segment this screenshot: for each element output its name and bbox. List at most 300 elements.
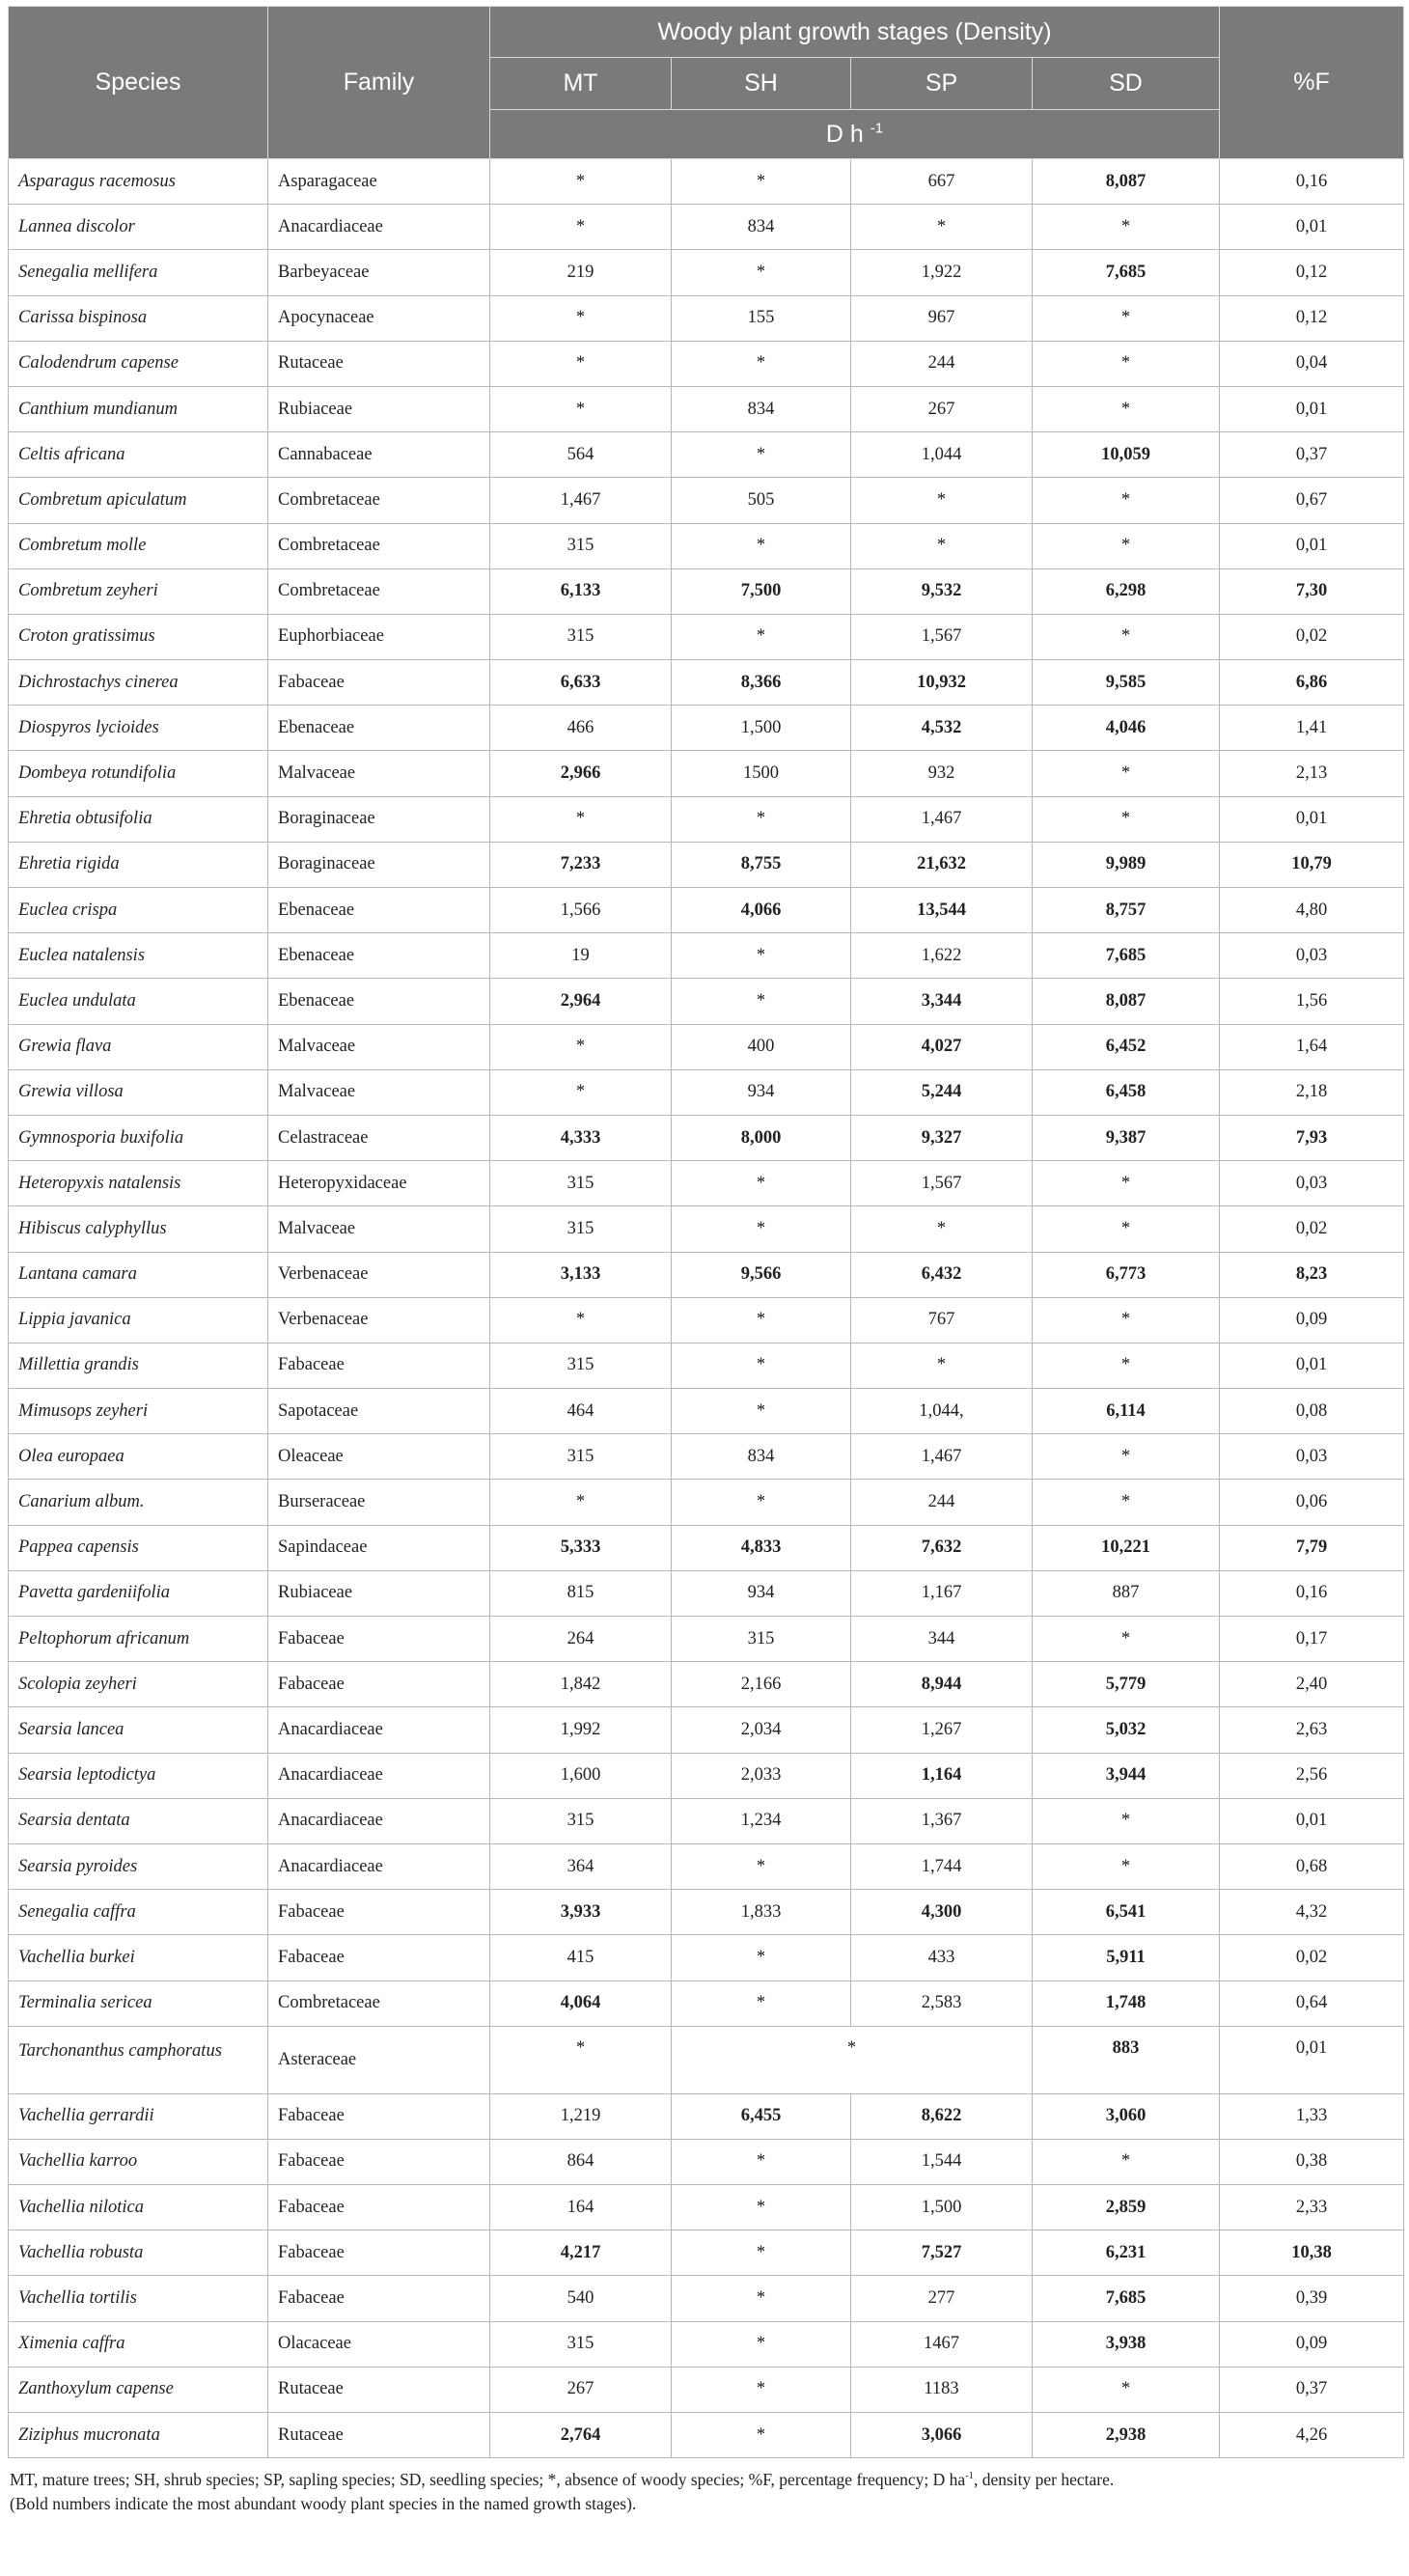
cell-sd: * <box>1033 1206 1220 1252</box>
cell-family: Fabaceae <box>268 660 490 706</box>
table-row <box>9 1707 1404 1753</box>
cell-species: Canarium album. <box>9 1480 268 1525</box>
table-body <box>9 159 1404 2458</box>
cell-sp: 2,583 <box>851 1980 1033 2026</box>
cell-species: Zanthoxylum capense <box>9 2367 268 2412</box>
cell-sp: 10,932 <box>851 660 1033 706</box>
cell-sd: * <box>1033 478 1220 523</box>
cell-mt: 4,217 <box>490 2230 672 2276</box>
table-row <box>9 1115 1404 1160</box>
cell-shsp: * <box>672 2026 1033 2093</box>
table-row <box>9 2230 1404 2276</box>
cell-family: Combretaceae <box>268 478 490 523</box>
table-row <box>9 1252 1404 1297</box>
cell-f: 1,33 <box>1220 2093 1404 2139</box>
cell-sp: 8,944 <box>851 1662 1033 1707</box>
cell-f: 0,67 <box>1220 478 1404 523</box>
table-row <box>9 2026 1404 2093</box>
cell-sh: 4,066 <box>672 888 851 933</box>
cell-f: 0,01 <box>1220 1798 1404 1843</box>
cell-sp: * <box>851 1343 1033 1388</box>
cell-sd: 10,059 <box>1033 432 1220 478</box>
cell-sp: 7,632 <box>851 1525 1033 1570</box>
cell-f: 0,16 <box>1220 1570 1404 1616</box>
table-row <box>9 386 1404 431</box>
cell-species: Senegalia mellifera <box>9 250 268 295</box>
cell-species: Combretum apiculatum <box>9 478 268 523</box>
cell-mt: 1,219 <box>490 2093 672 2139</box>
cell-f: 0,01 <box>1220 386 1404 431</box>
cell-species: Vachellia karroo <box>9 2139 268 2184</box>
cell-species: Lantana camara <box>9 1252 268 1297</box>
cell-sp: 967 <box>851 295 1033 341</box>
cell-family: Fabaceae <box>268 1662 490 1707</box>
cell-family: Apocynaceae <box>268 295 490 341</box>
cell-sd: * <box>1033 1434 1220 1480</box>
cell-mt: 564 <box>490 432 672 478</box>
table-row <box>9 614 1404 659</box>
cell-family: Anacardiaceae <box>268 1798 490 1843</box>
table-row <box>9 1161 1404 1206</box>
cell-sh: * <box>672 1389 851 1434</box>
cell-sd: * <box>1033 1343 1220 1388</box>
cell-f: 0,39 <box>1220 2276 1404 2321</box>
unit-exponent: -1 <box>870 120 884 137</box>
footnote-text-end: , density per hectare. <box>973 2470 1115 2490</box>
cell-f: 7,30 <box>1220 568 1404 614</box>
cell-sd: 9,989 <box>1033 842 1220 887</box>
cell-species: Carissa bispinosa <box>9 295 268 341</box>
cell-species: Dombeya rotundifolia <box>9 751 268 796</box>
cell-sh: * <box>672 341 851 386</box>
cell-sd: * <box>1033 295 1220 341</box>
cell-species: Croton gratissimus <box>9 614 268 659</box>
cell-sd: 6,541 <box>1033 1890 1220 1935</box>
cell-sp: 244 <box>851 1480 1033 1525</box>
cell-mt: * <box>490 2026 672 2093</box>
cell-family: Oleaceae <box>268 1434 490 1480</box>
cell-mt: 219 <box>490 250 672 295</box>
cell-sp: 5,244 <box>851 1069 1033 1115</box>
cell-sd: 6,298 <box>1033 568 1220 614</box>
cell-mt: 540 <box>490 2276 672 2321</box>
cell-mt: 7,233 <box>490 842 672 887</box>
table-row <box>9 888 1404 933</box>
cell-species: Combretum zeyheri <box>9 568 268 614</box>
cell-sp: 1,922 <box>851 250 1033 295</box>
cell-sh: 1500 <box>672 751 851 796</box>
cell-sp: 932 <box>851 751 1033 796</box>
cell-sp: 3,066 <box>851 2413 1033 2458</box>
cell-sh: 8,755 <box>672 842 851 887</box>
cell-mt: 815 <box>490 1570 672 1616</box>
cell-mt: 415 <box>490 1935 672 1980</box>
table-row <box>9 295 1404 341</box>
cell-sh: 834 <box>672 1434 851 1480</box>
cell-mt: 315 <box>490 1343 672 1388</box>
cell-family: Celastraceae <box>268 1115 490 1160</box>
cell-sh: 315 <box>672 1617 851 1662</box>
cell-f: 4,80 <box>1220 888 1404 933</box>
cell-sp: 8,622 <box>851 2093 1033 2139</box>
footnote-bold-note: (Bold numbers indicate the most abundant woody plant species in the named growth stages). <box>10 2494 637 2514</box>
cell-sd: 8,087 <box>1033 159 1220 205</box>
cell-mt: * <box>490 295 672 341</box>
cell-mt: 2,764 <box>490 2413 672 2458</box>
col-header-sh: SH <box>672 58 851 110</box>
cell-sp: 1,567 <box>851 614 1033 659</box>
col-header-frequency: %F <box>1220 7 1404 159</box>
cell-sp: 13,544 <box>851 888 1033 933</box>
cell-family: Asteraceae <box>268 2026 490 2093</box>
cell-sh: 155 <box>672 295 851 341</box>
cell-sd: 883 <box>1033 2026 1220 2093</box>
cell-family: Fabaceae <box>268 2230 490 2276</box>
table-row <box>9 2093 1404 2139</box>
cell-family: Boraginaceae <box>268 796 490 842</box>
cell-sd: 6,452 <box>1033 1024 1220 1069</box>
cell-species: Olea europaea <box>9 1434 268 1480</box>
cell-mt: 315 <box>490 1798 672 1843</box>
cell-mt: 3,933 <box>490 1890 672 1935</box>
table-row <box>9 1024 1404 1069</box>
col-header-family: Family <box>268 7 490 159</box>
cell-sd: * <box>1033 523 1220 568</box>
cell-f: 0,03 <box>1220 1161 1404 1206</box>
cell-sh: * <box>672 2367 851 2412</box>
cell-sp: 1,164 <box>851 1753 1033 1798</box>
cell-sd: 5,779 <box>1033 1662 1220 1707</box>
cell-family: Fabaceae <box>268 2093 490 2139</box>
cell-sp: * <box>851 1206 1033 1252</box>
cell-sh: * <box>672 2276 851 2321</box>
cell-mt: 5,333 <box>490 1525 672 1570</box>
cell-sd: 7,685 <box>1033 250 1220 295</box>
cell-family: Rutaceae <box>268 2367 490 2412</box>
cell-species: Senegalia caffra <box>9 1890 268 1935</box>
cell-species: Lippia javanica <box>9 1297 268 1343</box>
cell-mt: 4,333 <box>490 1115 672 1160</box>
cell-mt: 2,966 <box>490 751 672 796</box>
cell-sp: 1467 <box>851 2321 1033 2367</box>
cell-sp: 1,622 <box>851 933 1033 979</box>
cell-family: Fabaceae <box>268 1935 490 1980</box>
cell-mt: 264 <box>490 1617 672 1662</box>
table-row <box>9 933 1404 979</box>
cell-sh: * <box>672 1935 851 1980</box>
cell-sp: 1,467 <box>851 796 1033 842</box>
cell-species: Ehretia rigida <box>9 842 268 887</box>
cell-species: Canthium mundianum <box>9 386 268 431</box>
cell-sh: 1,500 <box>672 706 851 751</box>
cell-species: Pavetta gardeniifolia <box>9 1570 268 1616</box>
cell-sh: 7,500 <box>672 568 851 614</box>
table-row <box>9 842 1404 887</box>
cell-sh: 2,034 <box>672 1707 851 1753</box>
cell-sd: 3,060 <box>1033 2093 1220 2139</box>
cell-species: Euclea natalensis <box>9 933 268 979</box>
cell-sh: 6,455 <box>672 2093 851 2139</box>
cell-family: Anacardiaceae <box>268 1753 490 1798</box>
cell-sh: 9,566 <box>672 1252 851 1297</box>
cell-sh: * <box>672 1480 851 1525</box>
cell-sp: 1,167 <box>851 1570 1033 1616</box>
cell-species: Tarchonanthus camphoratus <box>9 2026 268 2093</box>
table-row <box>9 1890 1404 1935</box>
cell-f: 0,01 <box>1220 2026 1404 2093</box>
cell-species: Combretum molle <box>9 523 268 568</box>
table-row <box>9 979 1404 1024</box>
cell-sh: * <box>672 159 851 205</box>
cell-f: 8,23 <box>1220 1252 1404 1297</box>
table-row <box>9 1069 1404 1115</box>
table-row <box>9 2413 1404 2458</box>
cell-species: Pappea capensis <box>9 1525 268 1570</box>
cell-sh: 8,000 <box>672 1115 851 1160</box>
table-header <box>9 7 1404 159</box>
cell-f: 0,09 <box>1220 2321 1404 2367</box>
cell-sd: 2,938 <box>1033 2413 1220 2458</box>
cell-species: Heteropyxis natalensis <box>9 1161 268 1206</box>
cell-mt: 864 <box>490 2139 672 2184</box>
table-row <box>9 2139 1404 2184</box>
cell-sp: 433 <box>851 1935 1033 1980</box>
cell-species: Grewia flava <box>9 1024 268 1069</box>
cell-f: 7,93 <box>1220 1115 1404 1160</box>
cell-family: Combretaceae <box>268 1980 490 2026</box>
cell-sp: 1183 <box>851 2367 1033 2412</box>
cell-sh: * <box>672 2321 851 2367</box>
cell-f: 0,09 <box>1220 1297 1404 1343</box>
cell-sd: * <box>1033 1297 1220 1343</box>
cell-sh: 834 <box>672 205 851 250</box>
cell-mt: 364 <box>490 1843 672 1889</box>
cell-sp: 7,527 <box>851 2230 1033 2276</box>
cell-sh: 8,366 <box>672 660 851 706</box>
cell-f: 2,18 <box>1220 1069 1404 1115</box>
cell-sp: 244 <box>851 341 1033 386</box>
cell-family: Fabaceae <box>268 1890 490 1935</box>
cell-family: Anacardiaceae <box>268 1707 490 1753</box>
table-row <box>9 2185 1404 2230</box>
cell-mt: 1,566 <box>490 888 672 933</box>
cell-f: 0,01 <box>1220 523 1404 568</box>
cell-family: Euphorbiaceae <box>268 614 490 659</box>
table-row <box>9 2367 1404 2412</box>
table-row <box>9 2276 1404 2321</box>
table-row <box>9 1434 1404 1480</box>
cell-mt: * <box>490 796 672 842</box>
col-header-sd: SD <box>1033 58 1220 110</box>
cell-sh: * <box>672 2185 851 2230</box>
cell-f: 0,03 <box>1220 1434 1404 1480</box>
cell-mt: * <box>490 341 672 386</box>
cell-species: Searsia leptodictya <box>9 1753 268 1798</box>
cell-f: 2,40 <box>1220 1662 1404 1707</box>
cell-species: Asparagus racemosus <box>9 159 268 205</box>
cell-f: 0,01 <box>1220 796 1404 842</box>
cell-sh: * <box>672 432 851 478</box>
cell-sd: 8,087 <box>1033 979 1220 1024</box>
cell-species: Ehretia obtusifolia <box>9 796 268 842</box>
cell-species: Vachellia burkei <box>9 1935 268 1980</box>
cell-sd: 6,458 <box>1033 1069 1220 1115</box>
cell-f: 0,37 <box>1220 432 1404 478</box>
cell-sp: 4,027 <box>851 1024 1033 1069</box>
cell-sd: * <box>1033 341 1220 386</box>
cell-mt: * <box>490 1297 672 1343</box>
cell-sp: * <box>851 478 1033 523</box>
cell-sd: 5,911 <box>1033 1935 1220 1980</box>
cell-f: 4,32 <box>1220 1890 1404 1935</box>
cell-sp: 9,327 <box>851 1115 1033 1160</box>
cell-species: Searsia lancea <box>9 1707 268 1753</box>
table-row <box>9 796 1404 842</box>
cell-sd: 887 <box>1033 1570 1220 1616</box>
table-row <box>9 1662 1404 1707</box>
woody-plant-density-table <box>8 6 1404 2458</box>
cell-sh: 934 <box>672 1069 851 1115</box>
cell-species: Euclea crispa <box>9 888 268 933</box>
cell-f: 0,68 <box>1220 1843 1404 1889</box>
cell-sh: 2,033 <box>672 1753 851 1798</box>
cell-sd: 9,387 <box>1033 1115 1220 1160</box>
cell-sp: 1,044, <box>851 1389 1033 1434</box>
cell-species: Ximenia caffra <box>9 2321 268 2367</box>
cell-sd: 2,859 <box>1033 2185 1220 2230</box>
cell-sp: 4,300 <box>851 1890 1033 1935</box>
cell-family: Verbenaceae <box>268 1297 490 1343</box>
cell-f: 2,13 <box>1220 751 1404 796</box>
cell-mt: 1,992 <box>490 1707 672 1753</box>
table-row <box>9 1389 1404 1434</box>
cell-species: Vachellia gerrardii <box>9 2093 268 2139</box>
unit-base: D h <box>825 120 864 148</box>
table-row <box>9 2321 1404 2367</box>
cell-mt: 6,633 <box>490 660 672 706</box>
table-row <box>9 1343 1404 1388</box>
cell-family: Malvaceae <box>268 1024 490 1069</box>
cell-sd: 8,757 <box>1033 888 1220 933</box>
cell-sh: 934 <box>672 1570 851 1616</box>
cell-sh: * <box>672 1343 851 1388</box>
cell-sh: * <box>672 933 851 979</box>
cell-family: Boraginaceae <box>268 842 490 887</box>
cell-f: 0,38 <box>1220 2139 1404 2184</box>
table-row <box>9 478 1404 523</box>
cell-species: Gymnosporia buxifolia <box>9 1115 268 1160</box>
cell-mt: 464 <box>490 1389 672 1434</box>
cell-species: Terminalia sericea <box>9 1980 268 2026</box>
cell-mt: 164 <box>490 2185 672 2230</box>
cell-species: Ziziphus mucronata <box>9 2413 268 2458</box>
cell-f: 1,64 <box>1220 1024 1404 1069</box>
cell-family: Cannabaceae <box>268 432 490 478</box>
cell-f: 0,17 <box>1220 1617 1404 1662</box>
cell-sd: * <box>1033 386 1220 431</box>
cell-sh: * <box>672 614 851 659</box>
cell-f: 0,02 <box>1220 614 1404 659</box>
cell-sp: 767 <box>851 1297 1033 1343</box>
cell-family: Rutaceae <box>268 341 490 386</box>
cell-f: 2,33 <box>1220 2185 1404 2230</box>
cell-sh: 834 <box>672 386 851 431</box>
col-header-sp: SP <box>851 58 1033 110</box>
cell-sd: * <box>1033 1161 1220 1206</box>
cell-family: Verbenaceae <box>268 1252 490 1297</box>
cell-species: Scolopia zeyheri <box>9 1662 268 1707</box>
cell-sp: * <box>851 523 1033 568</box>
cell-mt: 315 <box>490 523 672 568</box>
cell-mt: * <box>490 1480 672 1525</box>
cell-species: Vachellia tortilis <box>9 2276 268 2321</box>
table-row <box>9 341 1404 386</box>
cell-species: Dichrostachys cinerea <box>9 660 268 706</box>
cell-sd: * <box>1033 1798 1220 1843</box>
cell-sp: 1,544 <box>851 2139 1033 2184</box>
table-row <box>9 1798 1404 1843</box>
col-header-species: Species <box>9 7 268 159</box>
cell-family: Sapotaceae <box>268 1389 490 1434</box>
cell-sd: 3,938 <box>1033 2321 1220 2367</box>
cell-mt: 315 <box>490 614 672 659</box>
cell-sh: * <box>672 1843 851 1889</box>
cell-family: Ebenaceae <box>268 979 490 1024</box>
cell-family: Malvaceae <box>268 1069 490 1115</box>
cell-family: Fabaceae <box>268 1343 490 1388</box>
table-row <box>9 1570 1404 1616</box>
cell-sh: * <box>672 1297 851 1343</box>
cell-sd: 6,114 <box>1033 1389 1220 1434</box>
cell-family: Sapindaceae <box>268 1525 490 1570</box>
table-row <box>9 1753 1404 1798</box>
cell-mt: 267 <box>490 2367 672 2412</box>
cell-sd: * <box>1033 1843 1220 1889</box>
cell-species: Vachellia robusta <box>9 2230 268 2276</box>
cell-sp: * <box>851 205 1033 250</box>
table-row <box>9 1525 1404 1570</box>
table-footnote <box>8 2468 1403 2516</box>
cell-species: Celtis africana <box>9 432 268 478</box>
cell-sh: * <box>672 796 851 842</box>
table-row <box>9 523 1404 568</box>
cell-f: 0,02 <box>1220 1206 1404 1252</box>
cell-family: Ebenaceae <box>268 706 490 751</box>
col-header-growth-stages: Woody plant growth stages (Density) <box>490 7 1220 58</box>
cell-sd: 1,748 <box>1033 1980 1220 2026</box>
cell-sh: * <box>672 979 851 1024</box>
cell-mt: 2,964 <box>490 979 672 1024</box>
table-row <box>9 205 1404 250</box>
cell-sp: 344 <box>851 1617 1033 1662</box>
cell-sd: * <box>1033 2139 1220 2184</box>
cell-sh: 1,833 <box>672 1890 851 1935</box>
cell-sh: * <box>672 2139 851 2184</box>
table-row <box>9 1617 1404 1662</box>
cell-sp: 277 <box>851 2276 1033 2321</box>
cell-family: Malvaceae <box>268 751 490 796</box>
table-row <box>9 1935 1404 1980</box>
cell-family: Malvaceae <box>268 1206 490 1252</box>
table-row <box>9 250 1404 295</box>
cell-sd: * <box>1033 796 1220 842</box>
footnote-abbreviations <box>10 2468 1403 2492</box>
cell-mt: 466 <box>490 706 672 751</box>
cell-mt: * <box>490 159 672 205</box>
cell-species: Mimusops zeyheri <box>9 1389 268 1434</box>
cell-mt: 3,133 <box>490 1252 672 1297</box>
cell-sp: 6,432 <box>851 1252 1033 1297</box>
